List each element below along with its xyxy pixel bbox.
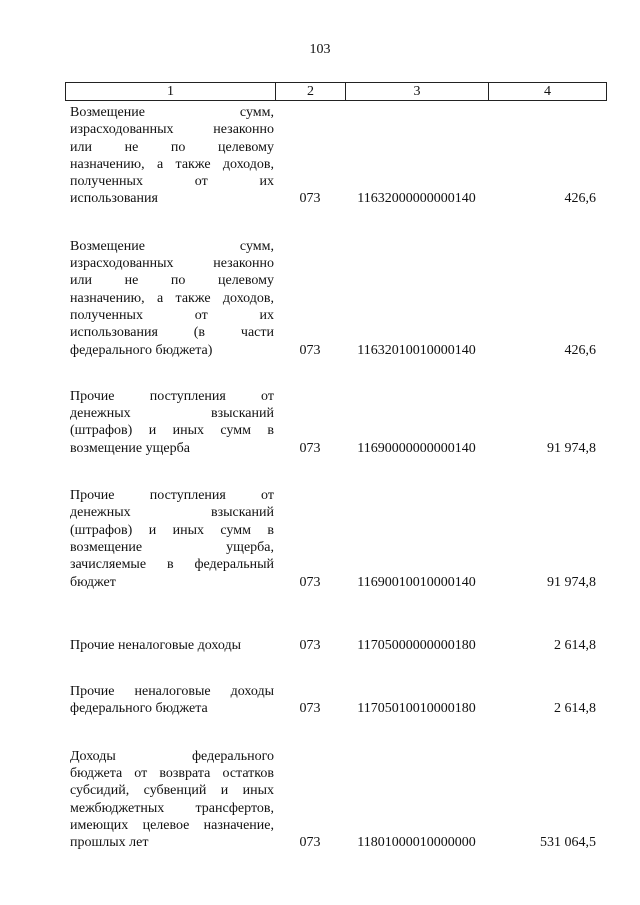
table-row (65, 104, 606, 208)
desc-line: Прочие неналоговые доходы (70, 637, 242, 653)
desc-line: Возмещение сумм, (70, 238, 274, 254)
row-amount: 426,6 (564, 191, 596, 207)
row-budget-code: 11801000010000000 (357, 835, 476, 851)
row-amount: 2 614,8 (554, 701, 596, 717)
desc-line: Прочие поступления от (70, 488, 274, 504)
desc-line: зачисляемые в федеральный (70, 557, 274, 573)
table-body (65, 101, 606, 852)
desc-line: назначению, а также доходов, (70, 156, 274, 172)
desc-line: прошлых лет (70, 835, 149, 851)
row-amount: 531 064,5 (540, 835, 596, 851)
desc-line: использования (70, 191, 158, 207)
row-admin-code: 073 (299, 574, 321, 590)
desc-line: полученных от их (70, 174, 274, 190)
desc-line: Прочие неналоговые доходы (70, 684, 274, 700)
desc-line: полученных от их (70, 307, 274, 323)
desc-line: израсходованных незаконно (70, 122, 274, 138)
row-budget-code: 11632010010000140 (357, 342, 476, 358)
desc-line: имеющих целевое назначение, (70, 817, 274, 833)
desc-line: денежных взысканий (70, 406, 274, 422)
row-amount: 426,6 (564, 342, 596, 358)
header-col-4: 4 (489, 83, 607, 101)
header-col-1: 1 (66, 83, 276, 101)
row-description (70, 104, 274, 208)
desc-line: субсидий, субвенций и иных (70, 783, 274, 799)
table-row (65, 388, 606, 457)
row-budget-code: 11690000000000140 (357, 440, 476, 456)
desc-line: федерального бюджета) (70, 342, 213, 358)
row-admin-code: 073 (299, 191, 321, 207)
table-row (65, 487, 606, 591)
row-description (70, 238, 274, 359)
desc-line: Возмещение сумм, (70, 105, 274, 120)
row-admin-code: 073 (299, 701, 321, 717)
desc-line: денежных взысканий (70, 505, 274, 521)
row-budget-code: 11705010010000180 (357, 701, 476, 717)
table-row (65, 637, 606, 654)
table-row (65, 238, 606, 359)
header-row (66, 83, 607, 101)
row-admin-code: 073 (299, 440, 321, 456)
desc-line: федерального бюджета (70, 701, 208, 717)
row-amount: 91 974,8 (547, 440, 596, 456)
desc-line: (штрафов) и иных сумм в (70, 522, 274, 538)
row-admin-code: 073 (299, 342, 321, 358)
desc-line: или не по целевому (70, 273, 274, 289)
desc-line: Прочие поступления от (70, 388, 274, 404)
row-amount: 91 974,8 (547, 574, 596, 590)
row-budget-code: 11705000000000180 (357, 637, 476, 653)
row-budget-code: 11690010010000140 (357, 574, 476, 590)
desc-line: Доходы федерального (70, 748, 274, 764)
desc-line: бюджет (70, 574, 116, 590)
desc-line: возмещение ущерба, (70, 539, 274, 555)
row-admin-code: 073 (299, 637, 321, 653)
desc-line: назначению, а также доходов, (70, 290, 274, 306)
table-header (65, 82, 607, 101)
desc-line: использования (в части (70, 325, 274, 341)
page-number: 103 (309, 42, 331, 57)
table-row (65, 683, 606, 718)
header-col-3: 3 (346, 83, 489, 101)
row-description (70, 683, 274, 718)
row-admin-code: 073 (299, 835, 321, 851)
desc-line: межбюджетных трансфертов, (70, 800, 274, 816)
row-budget-code: 11632000000000140 (357, 191, 476, 207)
row-description (70, 388, 274, 457)
table-row (65, 748, 606, 852)
row-description (70, 637, 274, 654)
desc-line: возмещение ущерба (70, 440, 190, 456)
header-col-2: 2 (276, 83, 346, 101)
desc-line: или не по целевому (70, 139, 274, 155)
row-description (70, 748, 274, 852)
desc-line: израсходованных незаконно (70, 256, 274, 272)
row-amount: 2 614,8 (554, 637, 596, 653)
row-description (70, 487, 274, 591)
desc-line: (штрафов) и иных сумм в (70, 423, 274, 439)
desc-line: бюджета от возврата остатков (70, 766, 274, 782)
